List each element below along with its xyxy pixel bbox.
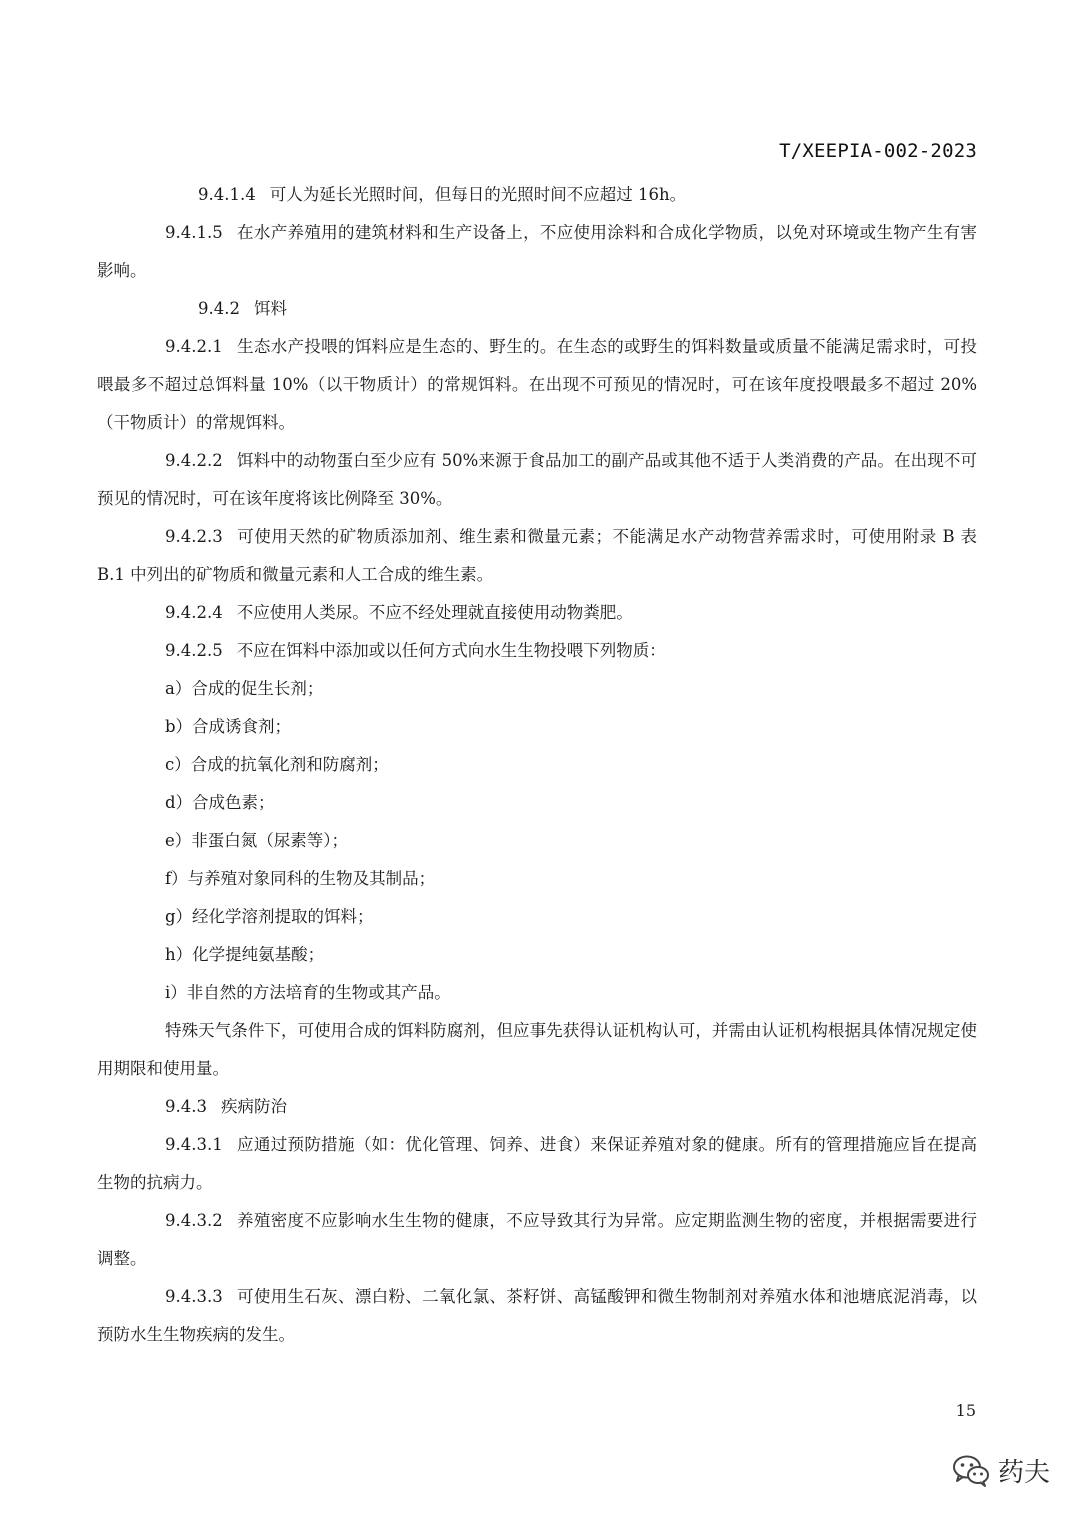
clause-9-4-3-2	[97, 1202, 977, 1278]
clause-text: 可使用天然的矿物质添加剂、维生素和微量元素；不能满足水产动物营养需求时，可使用附录 B 表 B.1 中列出的矿物质和微量元素和人工合成的维生素。	[97, 527, 977, 584]
list-item: h）化学提纯氨基酸；	[165, 945, 325, 964]
clause-9-4-2-3	[97, 518, 977, 594]
clause-number: 9.4.1.5	[165, 223, 223, 242]
section-title: 疾病防治	[220, 1097, 287, 1116]
list-item: b）合成诱食剂；	[165, 717, 292, 736]
section-9-4-2-heading	[165, 290, 977, 328]
clause-9-4-2-4	[165, 594, 977, 632]
paragraph-text: 特殊天气条件下，可使用合成的饵料防腐剂，但应事先获得认证机构认可，并需由认证机构根据具体情况规定使用期限和使用量。	[97, 1021, 977, 1078]
clause-number: 9.4.3.3	[165, 1287, 223, 1306]
clause-number: 9.4.2.5	[165, 641, 223, 660]
document-code: T/XEEPIA-002-2023	[779, 140, 977, 162]
list-item: c）合成的抗氧化剂和防腐剂；	[165, 755, 389, 774]
clause-number: 9.4.3.2	[165, 1211, 223, 1230]
clause-text: 饵料中的动物蛋白至少应有 50%来源于食品加工的副产品或其他不适于人类消费的产品。在出现不可预见的情况时，可在该年度将该比例降至 30%。	[97, 451, 977, 508]
clause-text: 养殖密度不应影响水生生物的健康，不应导致其行为异常。应定期监测生物的密度，并根据需要进行调整。	[97, 1211, 977, 1268]
clause-9-4-1-4	[165, 176, 977, 214]
special-weather-paragraph	[97, 1012, 977, 1088]
page-number: 15	[955, 1401, 976, 1420]
clause-number: 9.4.2.3	[165, 527, 223, 546]
clause-number: 9.4.2.2	[165, 451, 223, 470]
section-title: 饵料	[253, 299, 287, 318]
clause-number: 9.4.3.1	[165, 1135, 223, 1154]
document-body	[97, 176, 977, 1354]
list-item: i）非自然的方法培育的生物或其产品。	[165, 983, 451, 1002]
section-9-4-3-heading	[165, 1088, 977, 1126]
clause-text: 不应使用人类尿。不应不经处理就直接使用动物粪肥。	[236, 603, 633, 622]
clause-text: 应通过预防措施（如：优化管理、饲养、进食）来保证养殖对象的健康。所有的管理措施应旨在提高生物的抗病力。	[97, 1135, 977, 1192]
section-number: 9.4.3	[165, 1097, 207, 1116]
clause-9-4-1-5	[97, 214, 977, 290]
clause-text: 不应在饵料中添加或以任何方式向水生生物投喂下列物质：	[236, 641, 666, 660]
clause-text: 生态水产投喂的饵料应是生态的、野生的。在生态的或野生的饵料数量或质量不能满足需求时，可投喂最多不超过总饵料量 10%（以干物质计）的常规饵料。在出现不可预见的情况时，可在该年度投喂最多不超过 20%（干物质计）的常规饵料。	[97, 337, 977, 432]
clause-9-4-3-3	[97, 1278, 977, 1354]
clause-text: 在水产养殖用的建筑材料和生产设备上，不应使用涂料和合成化学物质，以免对环境或生物产生有害影响。	[97, 223, 977, 280]
section-number: 9.4.2	[198, 299, 240, 318]
clause-9-4-3-1	[97, 1126, 977, 1202]
list-item: f）与养殖对象同科的生物及其制品；	[165, 869, 436, 888]
watermark-text: 药夫	[997, 1457, 1050, 1488]
clause-9-4-2-1	[97, 328, 977, 442]
list-item: d）合成色素；	[165, 793, 275, 812]
clause-number: 9.4.1.4	[198, 185, 256, 204]
clause-9-4-2-2	[97, 442, 977, 518]
clause-text: 可人为延长光照时间，但每日的光照时间不应超过 16h。	[269, 185, 687, 204]
clause-9-4-2-5	[165, 632, 977, 670]
wechat-icon	[950, 1449, 992, 1491]
list-item: e）非蛋白氮（尿素等）；	[165, 831, 349, 850]
list-item: a）合成的促生长剂；	[165, 679, 324, 698]
watermark	[950, 1449, 1050, 1491]
clause-text: 可使用生石灰、漂白粉、二氧化氯、茶籽饼、高锰酸钾和微生物制剂对养殖水体和池塘底泥消毒，以预防水生生物疾病的发生。	[97, 1287, 977, 1344]
clause-number: 9.4.2.4	[165, 603, 223, 622]
list-item: g）经化学溶剂提取的饵料；	[165, 907, 374, 926]
clause-number: 9.4.2.1	[165, 337, 223, 356]
